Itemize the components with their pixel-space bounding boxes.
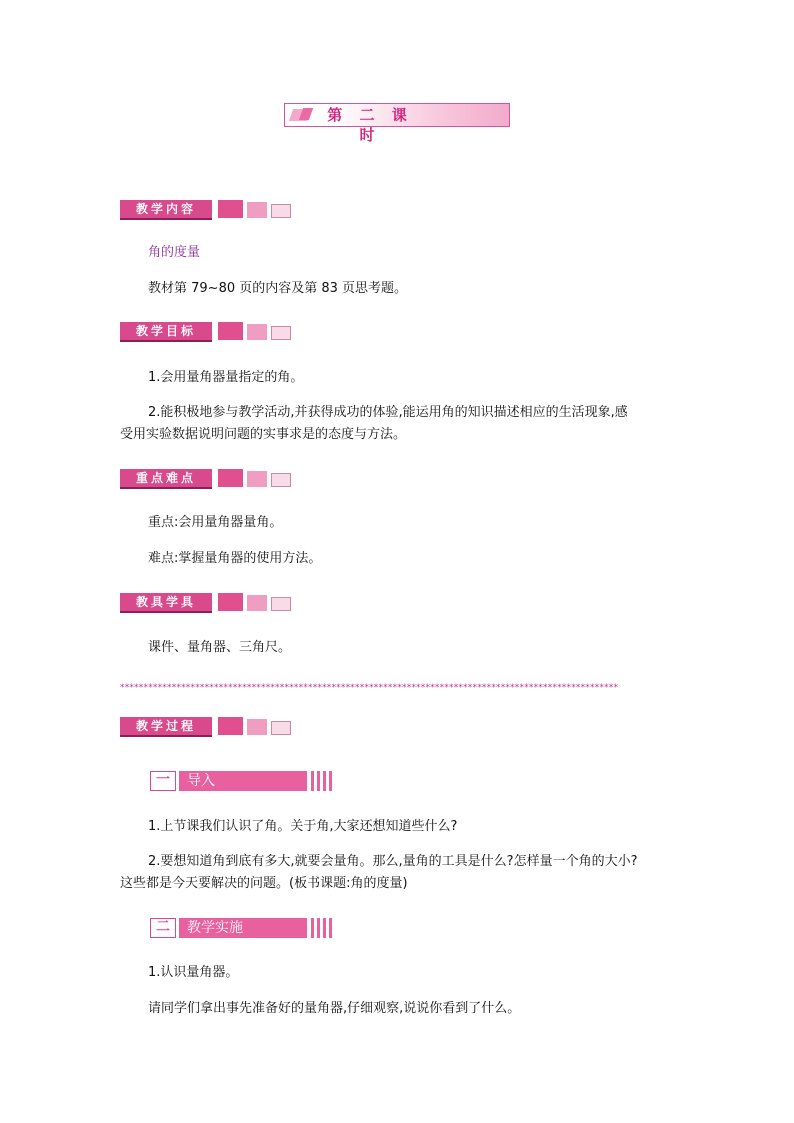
header-decoration-square [247, 719, 267, 735]
step-stripe [317, 771, 320, 791]
lesson-title-banner [284, 103, 510, 144]
key-point: 重点:会用量角器量角。 [148, 515, 283, 530]
section-header-label: 重点难点 [120, 469, 212, 489]
step-number: 一 [150, 771, 176, 791]
header-decoration-square [271, 326, 291, 340]
header-decoration-square [247, 595, 267, 611]
dotted-divider: ********************************************************************************************************** [120, 683, 619, 693]
goal-item-continued: 受用实验数据说明问题的实事求是的态度与方法。 [120, 427, 407, 442]
step-stripe [323, 771, 326, 791]
section-header-label: 教学目标 [120, 322, 212, 342]
goal-item: 1.会用量角器量指定的角。 [148, 370, 304, 385]
intro-text-continued: 这些都是今天要解决的问题。(板书课题:角的度量) [120, 876, 408, 891]
step-stripe [317, 918, 320, 938]
step-stripe [323, 918, 326, 938]
difficult-point: 难点:掌握量角器的使用方法。 [148, 551, 322, 566]
header-decoration-square [271, 473, 291, 487]
content-text: 教材第 79~80 页的内容及第 83 页思考题。 [148, 281, 408, 296]
step-banner-implementation [150, 918, 333, 938]
section-header-label: 教学内容 [120, 200, 212, 220]
step-stripe [311, 918, 314, 938]
step-number: 二 [150, 918, 176, 938]
section-header-label: 教学过程 [120, 717, 212, 737]
step-title: 教学实施 [179, 918, 307, 938]
implementation-text: 请同学们拿出事先准备好的量角器,仔细观察,说说你看到了什么。 [148, 1001, 521, 1016]
section-header-label: 教具学具 [120, 593, 212, 613]
content-topic: 角的度量 [148, 245, 201, 260]
implementation-text: 1.认识量角器。 [148, 965, 239, 980]
header-decoration-square [218, 200, 243, 218]
header-decoration-square [247, 202, 267, 218]
goal-item: 2.能积极地参与教学活动,并获得成功的体验,能运用角的知识描述相应的生活现象,感 [148, 405, 628, 420]
step-stripe [311, 771, 314, 791]
lesson-title: 第 二 课 时 [327, 106, 413, 144]
header-decoration-square [271, 204, 291, 218]
header-decoration-square [247, 324, 267, 340]
step-banner-intro [150, 771, 333, 791]
header-decoration-square [218, 593, 243, 611]
step-stripe [329, 771, 332, 791]
intro-text: 1.上节课我们认识了角。关于角,大家还想知道些什么? [148, 819, 458, 834]
step-title: 导入 [179, 771, 307, 791]
header-decoration-square [247, 471, 267, 487]
header-decoration-square [218, 469, 243, 487]
tools-text: 课件、量角器、三角尺。 [148, 640, 292, 655]
step-stripe [329, 918, 332, 938]
header-decoration-square [271, 597, 291, 611]
header-decoration-square [218, 717, 243, 735]
header-decoration-square [271, 721, 291, 735]
intro-text: 2.要想知道角到底有多大,就要会量角。那么,量角的工具是什么?怎样量一个角的大小? [148, 854, 638, 869]
header-decoration-square [218, 322, 243, 340]
